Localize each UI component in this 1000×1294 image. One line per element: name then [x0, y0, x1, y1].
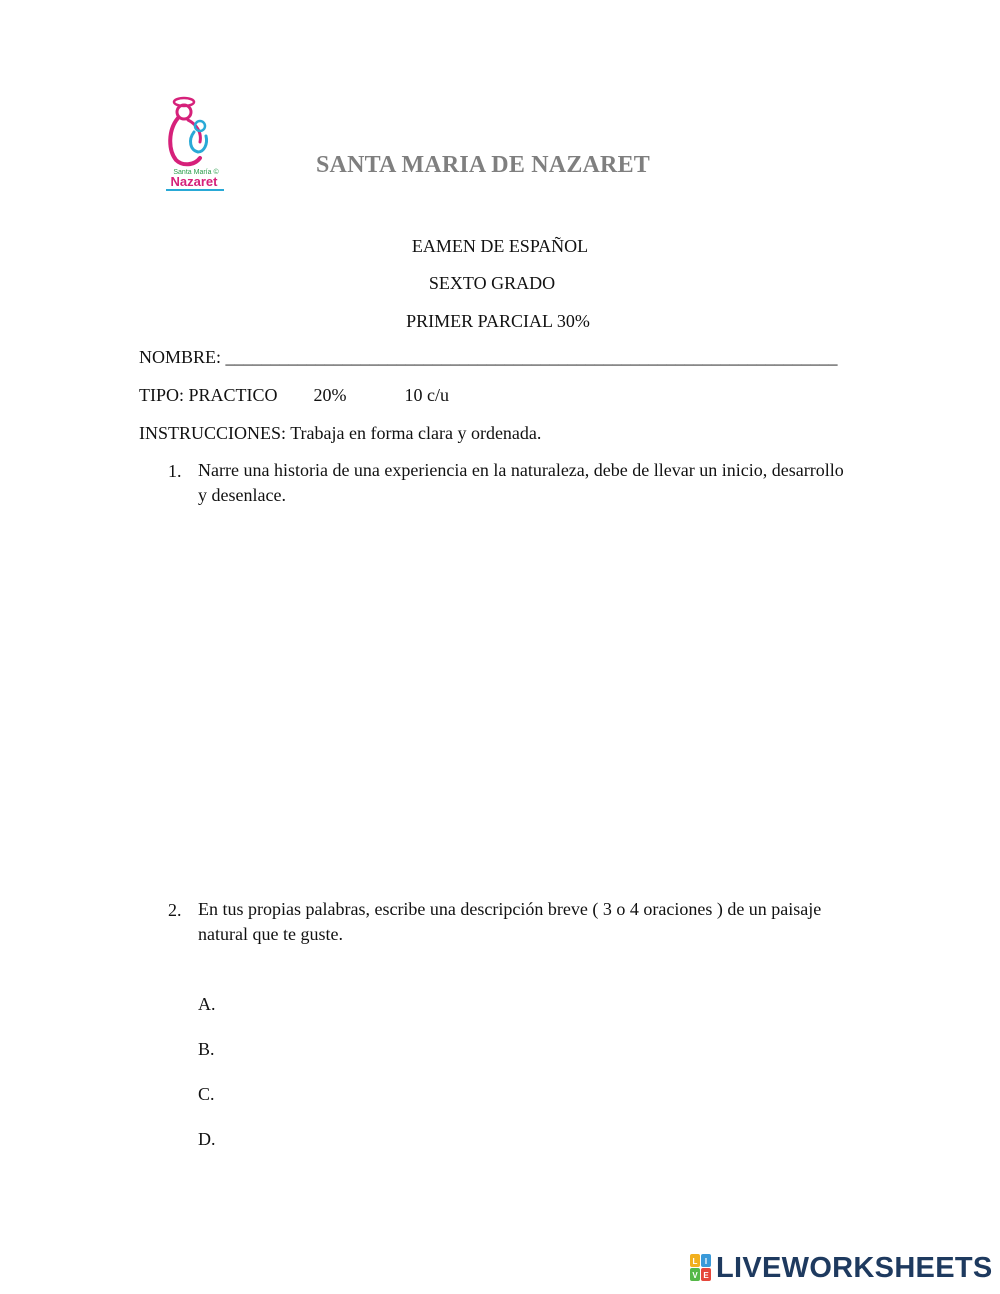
- exam-title: EAMEN DE ESPAÑOL: [411, 236, 589, 256]
- logo-text-bottom: Nazaret: [170, 174, 218, 189]
- mother-child-logo-icon: [160, 94, 228, 194]
- exam-type-row: [139, 385, 449, 406]
- liveworksheets-badge-icon: [690, 1254, 712, 1282]
- svg-text:V: V: [692, 1271, 698, 1280]
- exam-type-label: TIPO: PRACTICO: [139, 385, 278, 405]
- exam-type-points-each: 10 c/u: [404, 385, 450, 405]
- exam-type-percent: 20%: [313, 385, 347, 405]
- question-2-number: 2.: [168, 900, 182, 920]
- name-field-line[interactable]: NOMBRE: ____________________________________________________________________: [139, 347, 838, 367]
- svg-text:E: E: [703, 1271, 709, 1280]
- answer-option-a[interactable]: A.: [198, 994, 216, 1014]
- question-1-text: Narre una historia de una experiencia en la naturaleza, debe de llevar un inicio, desarrollo y desenlace.: [198, 460, 844, 505]
- answer-option-d[interactable]: D.: [198, 1129, 216, 1149]
- liveworksheets-text: LIVEWORKSHEETS: [716, 1251, 993, 1284]
- answer-option-c[interactable]: C.: [198, 1084, 215, 1104]
- question-1-number: 1.: [168, 461, 182, 481]
- partial-heading: PRIMER PARCIAL 30%: [406, 311, 590, 331]
- instructions: INSTRUCCIONES: Trabaja en forma clara y ordenada.: [139, 423, 542, 443]
- liveworksheets-watermark: [690, 1250, 993, 1286]
- svg-text:I: I: [704, 1257, 708, 1266]
- school-name: SANTA MARIA DE NAZARET: [316, 152, 651, 178]
- svg-text:L: L: [692, 1257, 698, 1266]
- grade-heading: SEXTO GRADO: [428, 273, 556, 293]
- logo-text-top: Santa María ©: [173, 169, 219, 176]
- question-2-text: En tus propias palabras, escribe una descripción breve ( 3 o 4 oraciones ) de un paisaje natural que te guste.: [198, 899, 822, 944]
- answer-option-b[interactable]: B.: [198, 1039, 215, 1059]
- school-logo: [160, 94, 228, 194]
